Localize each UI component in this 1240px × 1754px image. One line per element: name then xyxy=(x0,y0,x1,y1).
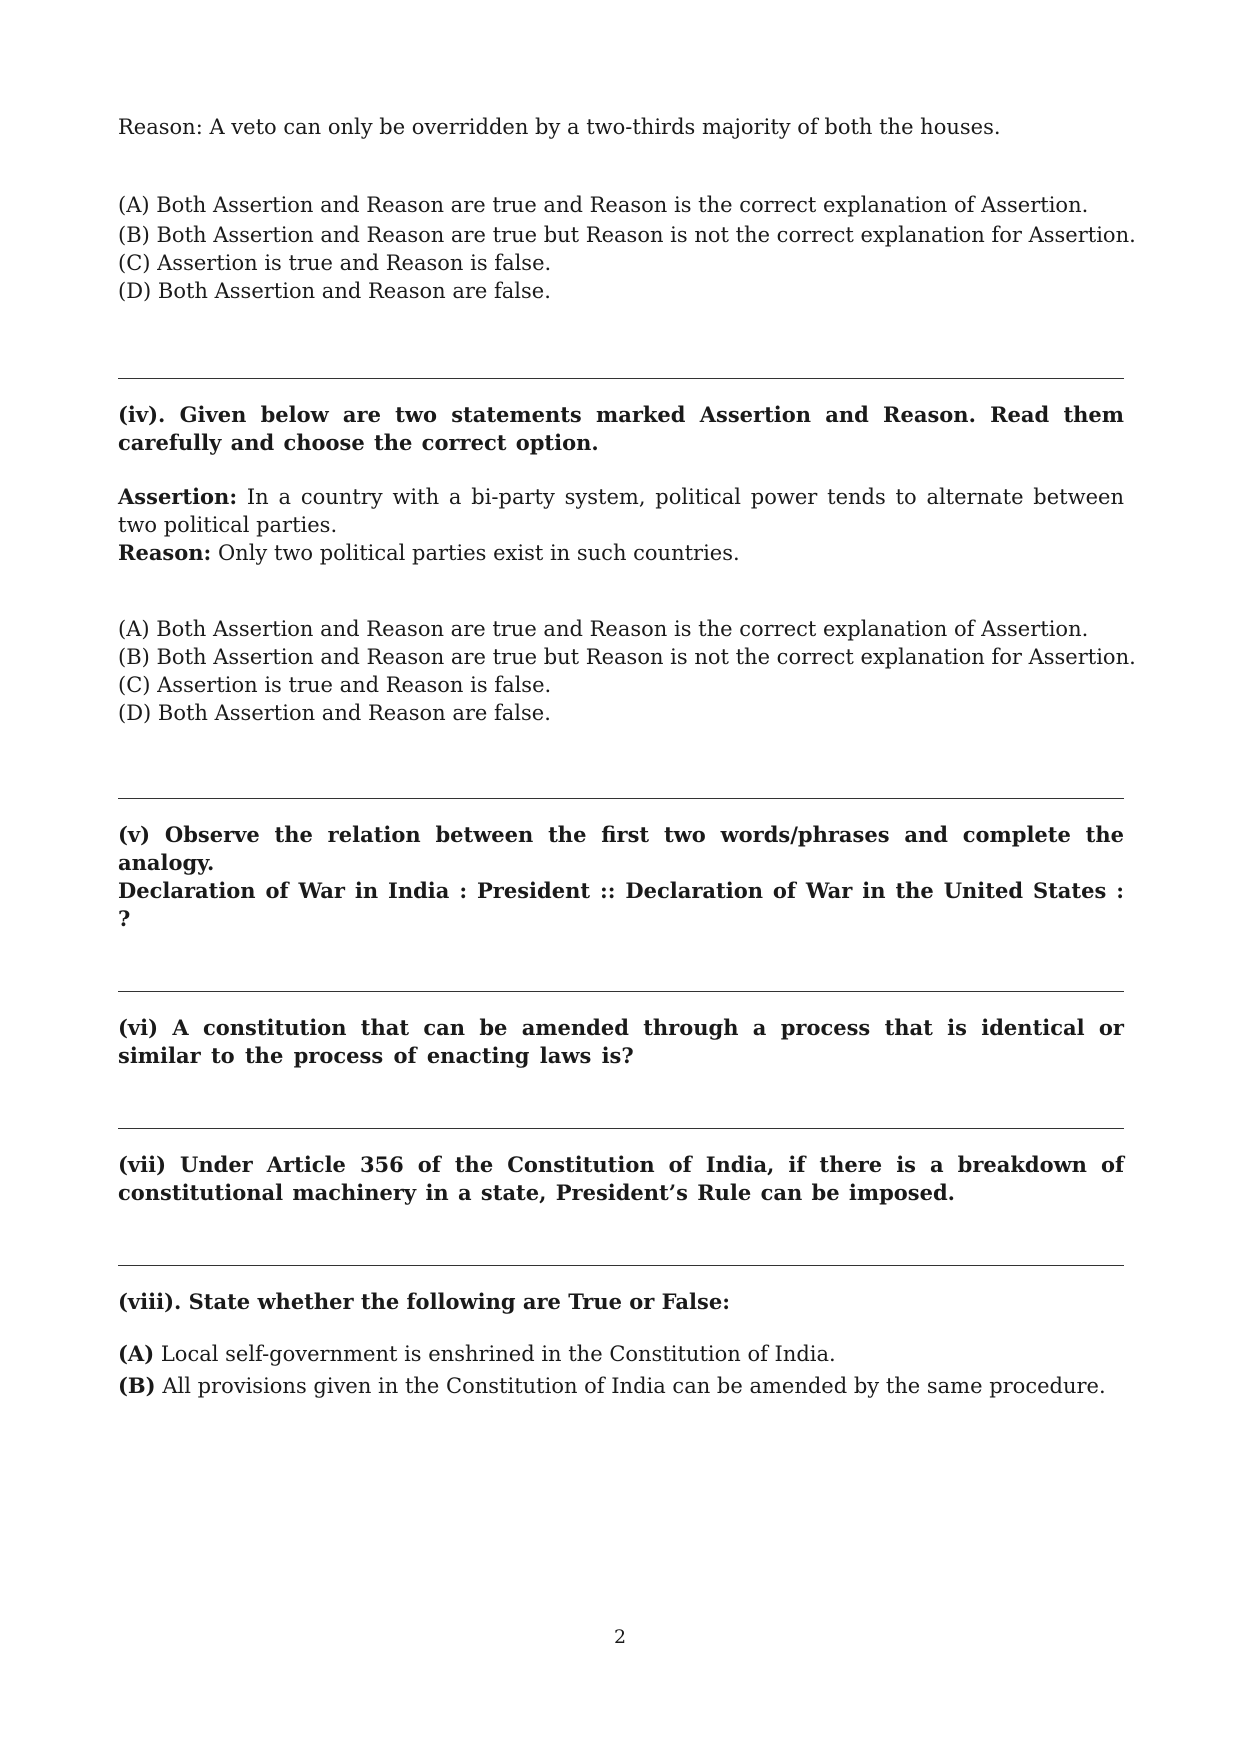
reason-text: Only two political parties exist in such countries. xyxy=(217,541,740,565)
q3-reason: Reason: A veto can only be overridden by a two-thirds majority of both the houses. xyxy=(118,115,1001,139)
reason-label: Reason: xyxy=(118,540,212,565)
q5-analogy: Declaration of War in India : President :: Declaration of War in the United States : ? xyxy=(118,878,1124,931)
q4-option-c: (C) Assertion is true and Reason is false. xyxy=(118,673,552,697)
assertion-label: Assertion: xyxy=(118,484,238,509)
q7-heading: (vii) Under Article 356 of the Constitution of India, if there is a breakdown of constitutional machinery in a state, President’s Rule can be imposed. xyxy=(118,1152,1124,1205)
q8-item-a-label: (A) xyxy=(118,1341,155,1366)
q8-item-a xyxy=(118,1338,1124,1370)
q4-reason xyxy=(118,539,1124,567)
q6-heading: (vi) A constitution that can be amended through a process that is identical or similar to the process of enacting laws is? xyxy=(118,1015,1124,1068)
q4-assertion xyxy=(118,483,1124,539)
q4-option-a: (A) Both Assertion and Reason are true and Reason is the correct explanation of Assertion. xyxy=(118,617,1089,641)
page-number: 2 xyxy=(613,1626,627,1648)
q8-item-b-text: All provisions given in the Constitution of India can be amended by the same procedure. xyxy=(162,1374,1106,1398)
q3-option-a: (A) Both Assertion and Reason are true and Reason is the correct explanation of Assertion. xyxy=(118,193,1089,217)
q4-option-d: (D) Both Assertion and Reason are false. xyxy=(118,701,551,725)
q3-option-b: (B) Both Assertion and Reason are true but Reason is not the correct explanation for Assertion. xyxy=(118,223,1136,247)
exam-page xyxy=(118,112,1136,1402)
q4-option-b: (B) Both Assertion and Reason are true but Reason is not the correct explanation for Assertion. xyxy=(118,645,1136,669)
q5-heading: (v) Observe the relation between the first two words/phrases and complete the analogy. xyxy=(118,822,1124,875)
q8-item-b-label: (B) xyxy=(118,1373,156,1398)
q3-option-d: (D) Both Assertion and Reason are false. xyxy=(118,279,551,303)
q8-heading: (viii). State whether the following are True or False: xyxy=(118,1289,730,1314)
q8-item-b xyxy=(118,1370,1124,1402)
assertion-text: In a country with a bi-party system, political power tends to alternate between two political parties. xyxy=(118,485,1124,537)
q4-heading: (iv). Given below are two statements marked Assertion and Reason. Read them carefully and choose the correct option. xyxy=(118,402,1124,455)
q8-item-a-text: Local self-government is enshrined in the Constitution of India. xyxy=(160,1342,836,1366)
q3-option-c: (C) Assertion is true and Reason is false. xyxy=(118,251,552,275)
